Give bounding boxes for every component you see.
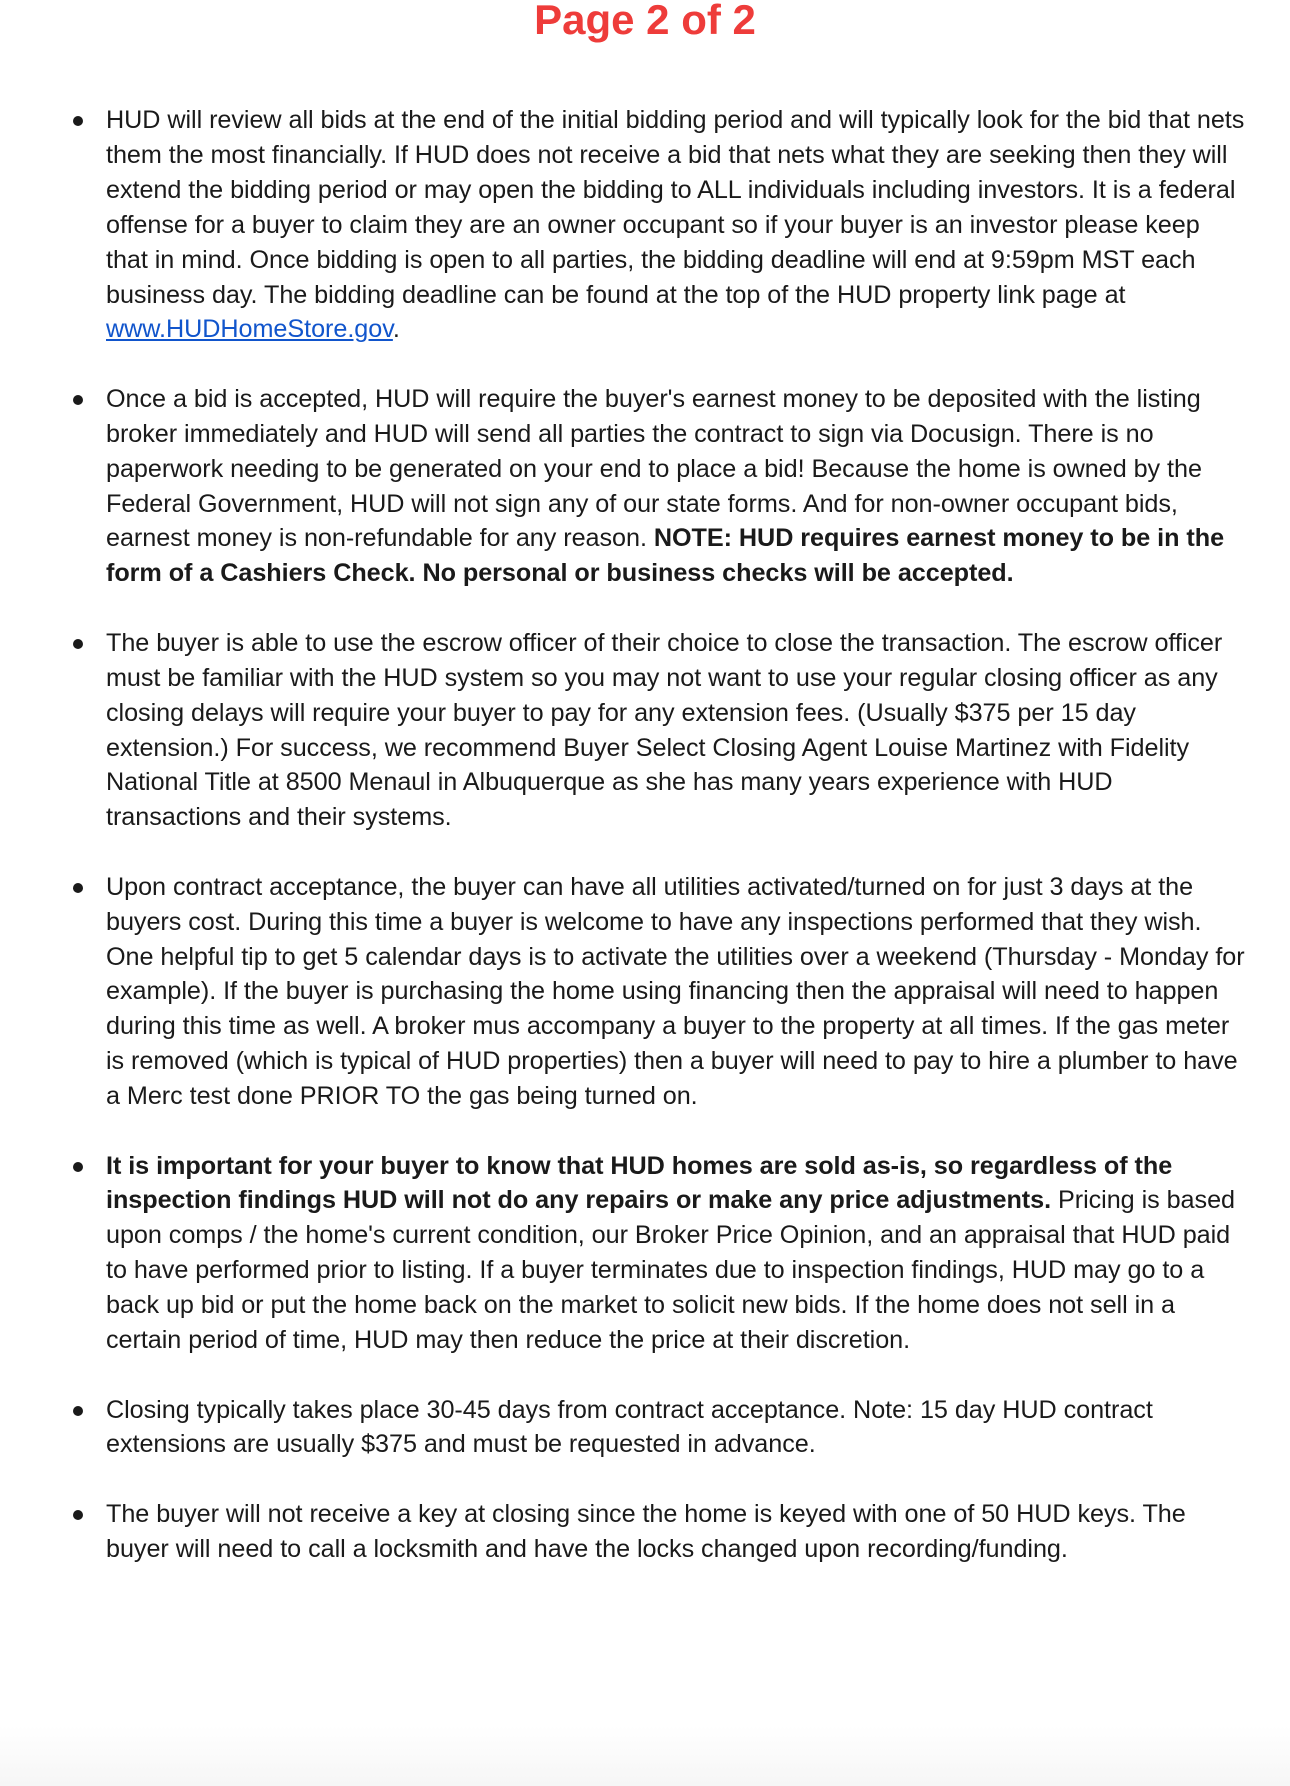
bullet-item-escrow-officer [0,626,1290,835]
bullet-bold-note: NOTE: HUD requires earnest money to be in the form of a Cashiers Check. No personal or business checks will be accepted. [106,524,1225,588]
bullet-text: The buyer will not receive a key at closing since the home is keyed with one of 50 HUD keys. The buyer will need to call a locksmith and have the locks changed upon recording/funding. [106,1499,1186,1563]
bullet-text: Upon contract acceptance, the buyer can have all utilities activated/turned on for just 3 days at the buyers cost. During this time a buyer is welcome to have any inspections performed that they wish. One helpful tip to get 5 calendar days is to activate the utilities over a weekend (Thursday - Monday for example). If the buyer is purchasing the home using financing then the appraisal will need to happen during this time as well. A broker mus accompany a buyer to the property at all times. If the gas meter is removed (which is typical of HUD properties) then a buyer will need to pay to hire a plumber to have a Merc test done PRIOR TO the gas being turned on. [106,872,1245,1111]
bullet-text: Once a bid is accepted, HUD will require the buyer's earnest money to be deposited with the listing broker immediately and HUD will send all parties the contract to sign via Docusign. There is no paperwork needing to be generated on your end to place a bid! Because the home is owned by the Federal Government, HUD will not sign any of our state forms. And for non-owner occupant bids, earnest money is non-refundable for any reason. [106,384,1202,553]
bullet-text: HUD will review all bids at the end of the initial bidding period and will typically look for the bid that nets them the most financially. If HUD does not receive a bid that nets what they are seeking then they will extend the bidding period or may open the bidding to ALL individuals including investors. It is a federal offense for a buyer to claim they are an owner occupant so if your buyer is an investor please keep that in mind. Once bidding is open to all parties, the bidding deadline will end at 9:59pm MST each business day. The bidding deadline can be found at the top of the HUD property link page at [106,106,1245,309]
bullet-list [0,103,1290,1601]
bullet-text-end: . [392,315,400,344]
bullet-dot-icon [73,639,83,649]
hudhomestore-link[interactable]: www.HUDHomeStore.gov [106,315,393,344]
bullet-text: Pricing is based upon comps / the home's current condition, our Broker Price Opinion, and an appraisal that HUD paid to have performed prior to listing. If a buyer terminates due to inspection findings, HUD may go to a back up bid or put the home back on the market to solicit new bids. If the home does not sell in a certain period of time, HUD may then reduce the price at their discretion. [106,1186,1235,1355]
bullet-item-keys [0,1497,1290,1567]
bullet-dot-icon [73,1406,83,1416]
bullet-item-utilities [0,870,1290,1114]
bullet-item-as-is [0,1149,1290,1358]
page-title: Page 2 of 2 [534,0,756,43]
bullet-bold-lead: It is important for your buyer to know that HUD homes are sold as-is, so regardless of the inspection findings HUD will not do any repairs or make any price adjustments. [106,1151,1173,1215]
bullet-dot-icon [73,1510,83,1520]
bullet-dot-icon [73,883,83,893]
bullet-item-bid-accepted [0,382,1290,591]
bullet-text: Closing typically takes place 30-45 days from contract acceptance. Note: 15 day HUD contract extensions are usually $375 and must be requested in advance. [106,1395,1153,1459]
bullet-text: The buyer is able to use the escrow officer of their choice to close the transaction. The escrow officer must be familiar with the HUD system so you may not want to use your regular closing officer as any closing delays will require your buyer to pay for any extension fees. (Usually $375 per 15 day extension.) For success, we recommend Buyer Select Closing Agent Louise Martinez with Fidelity National Title at 8500 Menaul in Albuquerque as she has many years experience with HUD transactions and their systems. [106,628,1223,832]
bullet-dot-icon [73,1162,83,1172]
page-bottom-shade [0,1726,1290,1786]
bullet-dot-icon [73,116,83,126]
bullet-dot-icon [73,395,83,405]
bullet-item-closing [0,1393,1290,1463]
bullet-item-bidding-review [0,103,1290,347]
